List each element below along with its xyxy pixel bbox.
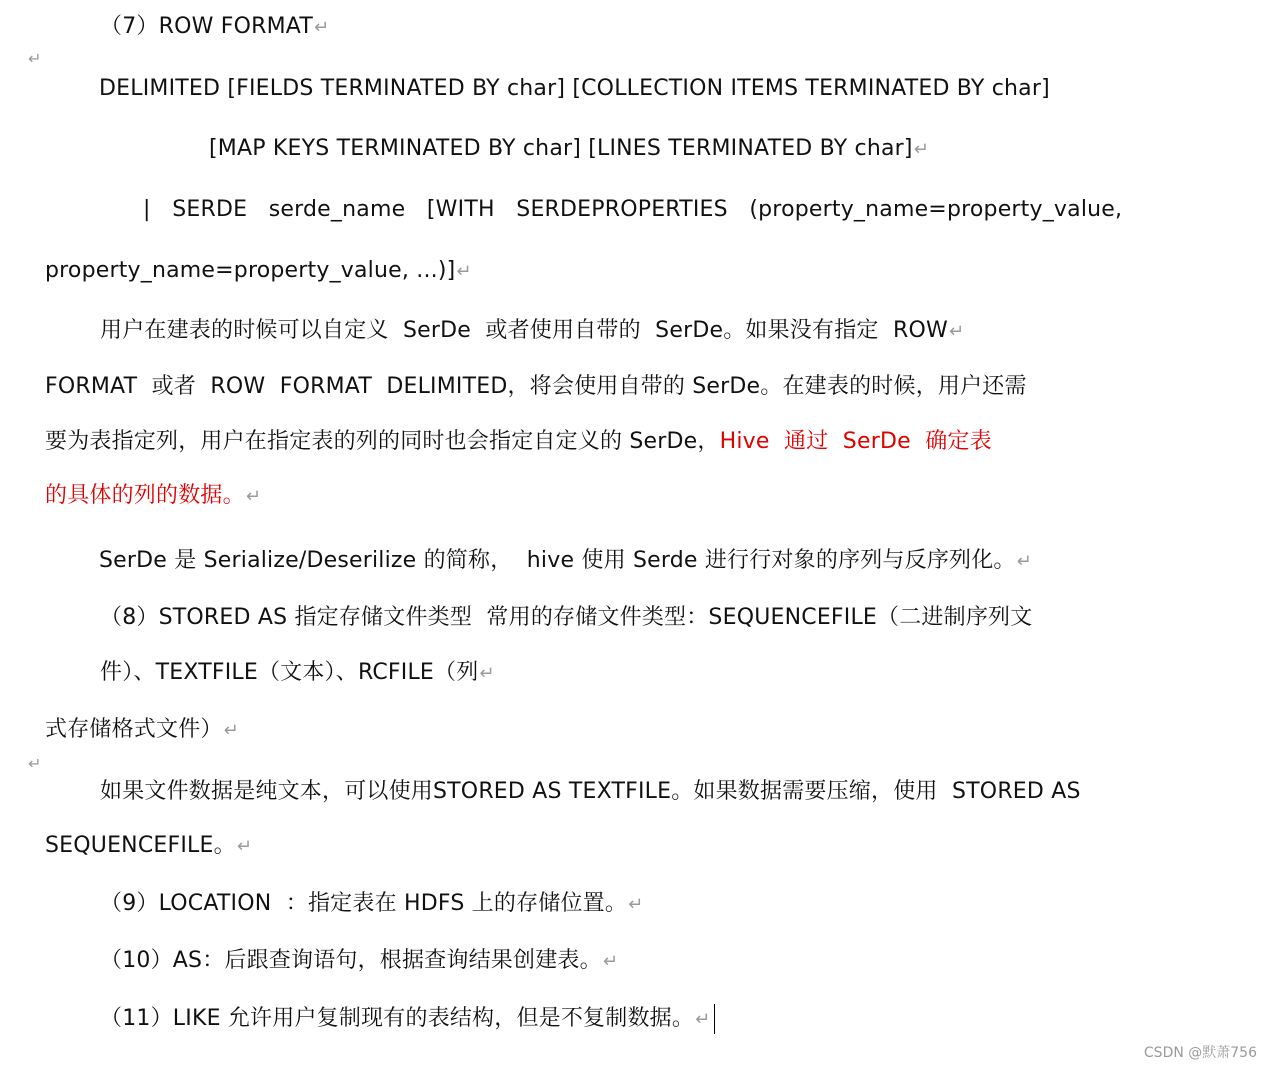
- line-serde-desc-1: [100, 317, 964, 346]
- paragraph-mark-icon: ↵: [236, 836, 253, 857]
- paragraph-mark-icon: ↵: [913, 139, 930, 160]
- paragraph-mark-icon: ↵: [28, 754, 42, 773]
- line-text: 式存储格式文件）: [45, 717, 223, 742]
- csdn-watermark: CSDN @默萧756: [1143, 1045, 1257, 1061]
- paragraph-mark-icon: ↵: [479, 663, 495, 684]
- paragraph-mark-icon: ↵: [948, 321, 965, 342]
- line-textfile-1: [100, 778, 1081, 806]
- line-as: [100, 947, 618, 976]
- line-text: 如果文件数据是纯文本，可以使用STORED AS TEXTFILE。如果数据需要压缩，使用 STORED AS: [100, 779, 1081, 804]
- paragraph-mark-icon: ↵: [695, 1009, 711, 1030]
- line-serde: [143, 196, 1122, 224]
- line-text: 要为表指定列，用户在指定表的列的同时也会指定自定义的 SerDe，: [45, 429, 720, 454]
- line-text: （10）AS：后跟查询语句，根据查询结果创建表。: [100, 948, 602, 973]
- paragraph-mark-icon: ↵: [245, 486, 262, 507]
- line-text: 用户在建表的时候可以自定义 SerDe 或者使用自带的 SerDe。如果没有指定 ROW: [100, 318, 948, 343]
- paragraph-mark-icon: ↵: [602, 951, 619, 972]
- line-text: property_name=property_value, ...)]: [45, 258, 456, 283]
- line-like: [100, 1004, 715, 1034]
- line-text: | SERDE serde_name [WITH SERDEPROPERTIES (property_name=property_value,: [143, 197, 1123, 222]
- line-map-keys: [209, 135, 929, 164]
- line-row-format: [100, 13, 329, 42]
- line-serde-desc-2: [45, 373, 1027, 401]
- line-text: （7）ROW FORMAT: [100, 14, 313, 39]
- line-text: FORMAT 或者 ROW FORMAT DELIMITED，将会使用自带的 SerDe。在建表的时候，用户还需: [45, 374, 1027, 399]
- line-serde-abbr: [99, 547, 1032, 576]
- line-text: （9）LOCATION ：指定表在 HDFS 上的存储位置。: [100, 891, 628, 916]
- highlighted-text: 的具体的列的数据。: [45, 483, 245, 508]
- line-text: SEQUENCEFILE。: [45, 833, 236, 858]
- line-property: [45, 257, 472, 286]
- line-text: （8）STORED AS 指定存储文件类型 常用的存储文件类型：SEQUENCEFILE（二进制序列文: [100, 605, 1033, 630]
- line-serde-desc-3: [45, 428, 992, 456]
- line-text: SerDe 是 Serialize/Deserilize 的简称， hive 使用 Serde 进行行对象的序列与反序列化。: [99, 548, 1016, 573]
- paragraph-mark-icon: ↵: [28, 49, 42, 68]
- highlighted-text: Hive 通过 SerDe 确定表: [719, 429, 992, 454]
- paragraph-mark-icon: ↵: [628, 894, 644, 915]
- line-textfile-2: [45, 832, 252, 861]
- line-stored-as-3: [45, 716, 239, 745]
- paragraph-mark-icon: ↵: [223, 720, 239, 741]
- text-cursor: [714, 1004, 715, 1034]
- paragraph-mark-icon: ↵: [1016, 551, 1032, 572]
- line-serde-desc-4: [45, 482, 261, 511]
- line-delimited: [99, 75, 1050, 103]
- line-text: DELIMITED [FIELDS TERMINATED BY char] [COLLECTION ITEMS TERMINATED BY char]: [99, 76, 1050, 101]
- line-text: （11）LIKE 允许用户复制现有的表结构，但是不复制数据。: [100, 1006, 695, 1031]
- paragraph-mark-icon: ↵: [456, 261, 472, 282]
- line-text: 件）、TEXTFILE（文本）、RCFILE（列: [100, 660, 479, 685]
- paragraph-mark-icon: ↵: [313, 17, 330, 38]
- line-stored-as-2: [100, 659, 495, 688]
- line-location: [100, 890, 643, 919]
- line-stored-as-1: [100, 604, 1032, 632]
- line-text: [MAP KEYS TERMINATED BY char] [LINES TERMINATED BY char]: [209, 136, 913, 161]
